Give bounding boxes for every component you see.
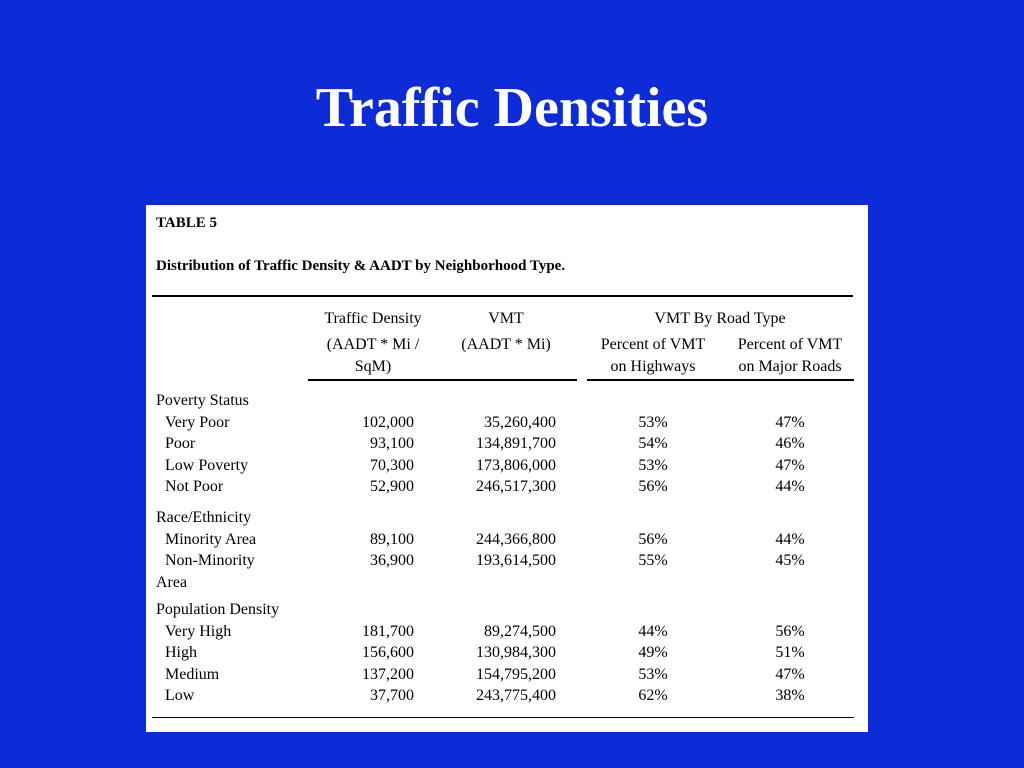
cell-pct-highways: 53% [638,413,668,431]
row-label-cont: Area [156,573,188,591]
cell-vmt: 89,274,500 [484,622,556,640]
cell-pct-highways: 53% [638,456,668,474]
top-rule [152,295,853,297]
cell-vmt: 244,366,800 [476,530,556,548]
cell-pct-major-roads: 45% [775,552,805,570]
cell-vmt: 193,614,500 [476,552,556,570]
row-label: Minority Area [165,530,257,548]
cell-vmt: 154,795,200 [476,665,556,683]
cell-pct-highways: 56% [638,530,668,548]
section-heading: Race/Ethnicity [156,509,252,526]
cell-pct-highways: 49% [638,644,668,662]
cell-pct-major-roads: 44% [775,530,805,548]
cell-pct-major-roads: 51% [775,644,805,662]
row-label: Non-Minority [165,552,255,570]
header-pct-major-roads: Percent of VMT [737,336,843,353]
cell-traffic-density: 156,600 [362,644,414,662]
header-traffic-density: Traffic Density [324,310,422,327]
cell-vmt: 246,517,300 [476,478,556,496]
cell-pct-highways: 53% [638,665,668,683]
header-rule-left [308,379,577,381]
table-number: TABLE 5 [156,215,217,231]
cell-pct-highways: 55% [638,552,668,570]
cell-traffic-density: 37,700 [370,687,414,705]
cell-pct-highways: 44% [638,622,668,640]
header-pct-major-roads-cont: on Major Roads [738,358,842,375]
header-vmt: VMT [488,310,524,327]
header-traffic-density-unit: (AADT * Mi / [326,336,420,353]
row-label: Medium [165,665,220,683]
table-panel [146,205,868,732]
cell-vmt: 173,806,000 [476,456,556,474]
header-vmt-by-road-type: VMT By Road Type [654,310,786,327]
header-pct-highways-cont: on Highways [610,358,696,375]
cell-pct-highways: 62% [638,687,668,705]
cell-traffic-density: 93,100 [370,435,414,453]
table-caption: Distribution of Traffic Density & AADT by Neighborhood Type. [156,258,566,274]
cell-pct-highways: 54% [638,435,668,453]
row-label: Not Poor [165,478,224,496]
cell-vmt: 134,891,700 [476,435,556,453]
slide-title: Traffic Densities [315,77,709,139]
header-rule-right [587,379,854,381]
cell-pct-major-roads: 47% [775,665,805,683]
row-label: Very Poor [165,413,230,431]
cell-traffic-density: 36,900 [370,552,414,570]
cell-vmt: 243,775,400 [476,687,556,705]
cell-vmt: 130,984,300 [476,644,556,662]
cell-pct-major-roads: 47% [775,413,805,431]
bottom-rule [152,717,854,718]
row-label: Low Poverty [165,456,249,474]
cell-traffic-density: 70,300 [370,456,414,474]
row-label: Poor [165,435,196,453]
cell-traffic-density: 181,700 [362,622,414,640]
row-label: Very High [165,622,232,640]
cell-vmt: 35,260,400 [484,413,556,431]
row-label: Low [165,687,195,705]
cell-pct-highways: 56% [638,478,668,496]
cell-traffic-density: 52,900 [370,478,414,496]
cell-pct-major-roads: 47% [775,456,805,474]
header-pct-highways: Percent of VMT [600,336,706,353]
section-heading: Population Density [156,601,280,618]
cell-traffic-density: 137,200 [362,665,414,683]
section-heading: Poverty Status [156,392,249,409]
row-label: High [165,644,197,662]
cell-pct-major-roads: 38% [775,687,805,705]
cell-pct-major-roads: 46% [775,435,805,453]
cell-traffic-density: 102,000 [362,413,414,431]
cell-pct-major-roads: 44% [775,478,805,496]
header-traffic-density-unit-cont: SqM) [354,358,392,375]
header-vmt-unit: (AADT * Mi) [461,336,551,353]
cell-traffic-density: 89,100 [370,530,414,548]
cell-pct-major-roads: 56% [775,622,805,640]
